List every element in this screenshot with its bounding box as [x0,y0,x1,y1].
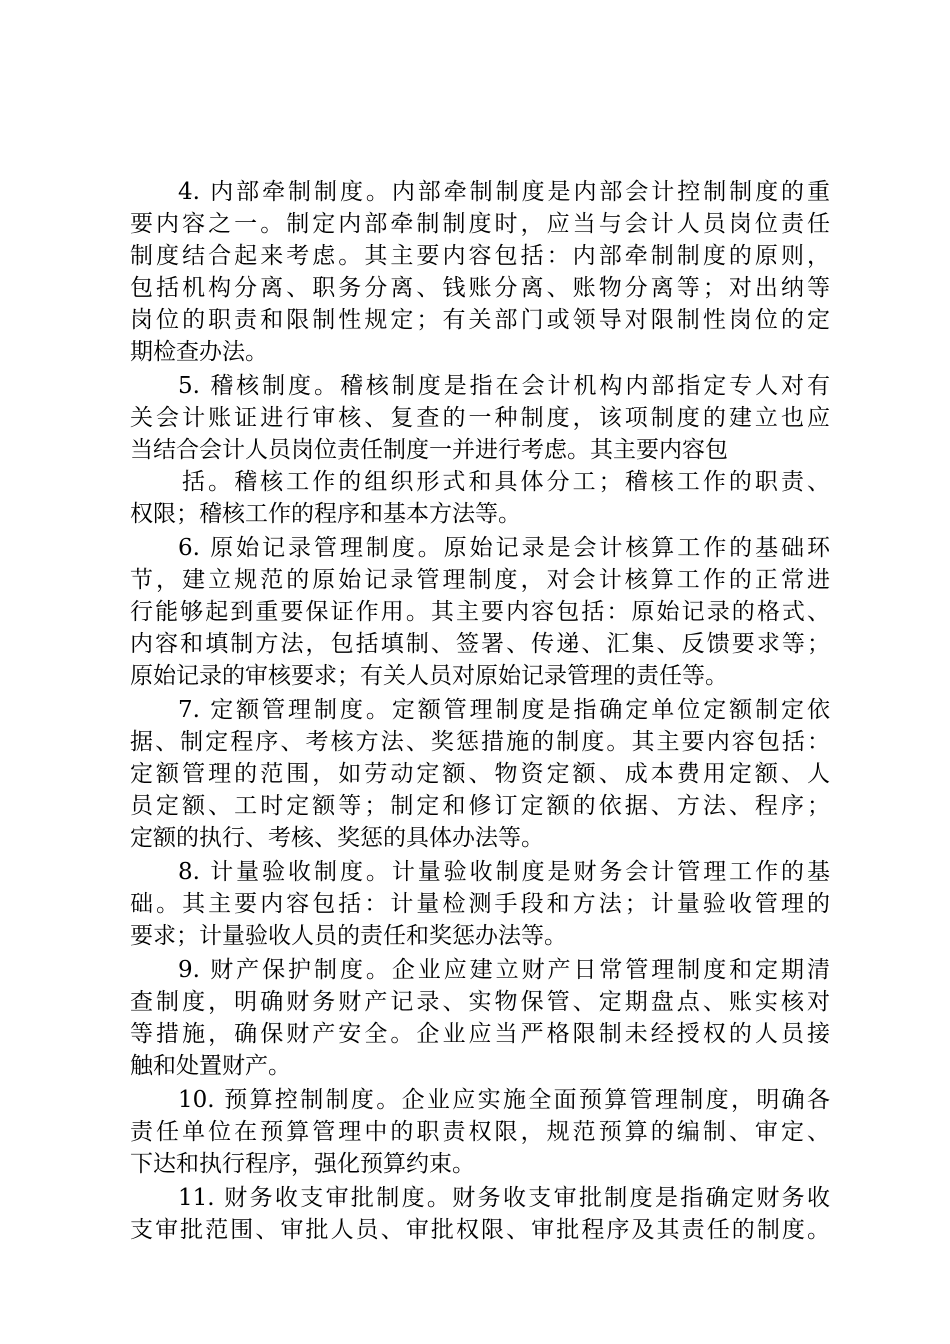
paragraph-11-line-2: 支审批范围、审批人员、审批权限、审批程序及其责任的制度。 [130,1217,830,1243]
paragraph-9-line-1: 9. 财产保护制度。企业应建立财产日常管理制度和定期清 [178,957,830,983]
paragraph-4-line-4: 包括机构分离、职务分离、钱账分离、账物分离等；对出纳等 [130,275,830,301]
paragraph-7-line-2: 据、制定程序、考核方法、奖惩措施的制度。其主要内容包括： [130,729,830,755]
paragraph-4-line-2: 要内容之一。制定内部牵制制度时，应当与会计人员岗位责任 [130,211,830,237]
paragraph-10-line-2: 责任单位在预算管理中的职责权限，规范预算的编制、审定、 [130,1119,830,1145]
paragraph-11-line-1: 11. 财务收支审批制度。财务收支审批制度是指确定财务收 [178,1185,830,1211]
paragraph-6-line-5: 原始记录的审核要求；有关人员对原始记录管理的责任等。 [130,663,728,689]
paragraph-4-line-6: 期检查办法。 [130,339,268,365]
paragraph-5-line-2: 关会计账证进行审核、复查的一种制度，该项制度的建立也应 [130,405,830,431]
paragraph-7-line-1: 7. 定额管理制度。定额管理制度是指确定单位定额制定依 [178,697,830,723]
paragraph-9-line-4: 触和处置财产。 [130,1053,291,1079]
paragraph-8-line-3: 要求；计量验收人员的责任和奖惩办法等。 [130,923,567,949]
paragraph-5-line-4: 括。稽核工作的组织形式和具体分工；稽核工作的职责、 [182,469,830,495]
paragraph-7-line-5: 定额的执行、考核、奖惩的具体办法等。 [130,825,544,851]
paragraph-4-line-1: 4. 内部牵制制度。内部牵制制度是内部会计控制制度的重 [178,179,830,205]
paragraph-5-line-5: 权限；稽核工作的程序和基本方法等。 [130,501,521,527]
paragraph-10-line-3: 下达和执行程序，强化预算约束。 [130,1151,475,1177]
paragraph-8-line-2: 础。其主要内容包括：计量检测手段和方法；计量验收管理的 [130,891,830,917]
paragraph-6-line-4: 内容和填制方法，包括填制、签署、传递、汇集、反馈要求等； [130,631,830,657]
paragraph-6-line-2: 节，建立规范的原始记录管理制度，对会计核算工作的正常进 [130,567,830,593]
paragraph-9-line-3: 等措施，确保财产安全。企业应当严格限制未经授权的人员接 [130,1021,830,1047]
paragraph-7-line-3: 定额管理的范围，如劳动定额、物资定额、成本费用定额、人 [130,761,830,787]
paragraph-5-line-1: 5. 稽核制度。稽核制度是指在会计机构内部指定专人对有 [178,373,830,399]
paragraph-7-line-4: 员定额、工时定额等；制定和修订定额的依据、方法、程序； [130,793,830,819]
paragraph-9-line-2: 查制度，明确财务财产记录、实物保管、定期盘点、账实核对 [130,989,830,1015]
paragraph-4-line-5: 岗位的职责和限制性规定；有关部门或领导对限制性岗位的定 [130,307,830,333]
paragraph-10-line-1: 10. 预算控制制度。企业应实施全面预算管理制度，明确各 [178,1087,830,1113]
paragraph-6-line-1: 6. 原始记录管理制度。原始记录是会计核算工作的基础环 [178,535,830,561]
paragraph-6-line-3: 行能够起到重要保证作用。其主要内容包括：原始记录的格式、 [130,599,830,625]
paragraph-8-line-1: 8. 计量验收制度。计量验收制度是财务会计管理工作的基 [178,859,830,885]
paragraph-5-line-3: 当结合会计人员岗位责任制度一并进行考虑。其主要内容包 [130,437,728,463]
paragraph-4-line-3: 制度结合起来考虑。其主要内容包括：内部牵制制度的原则， [130,243,830,269]
